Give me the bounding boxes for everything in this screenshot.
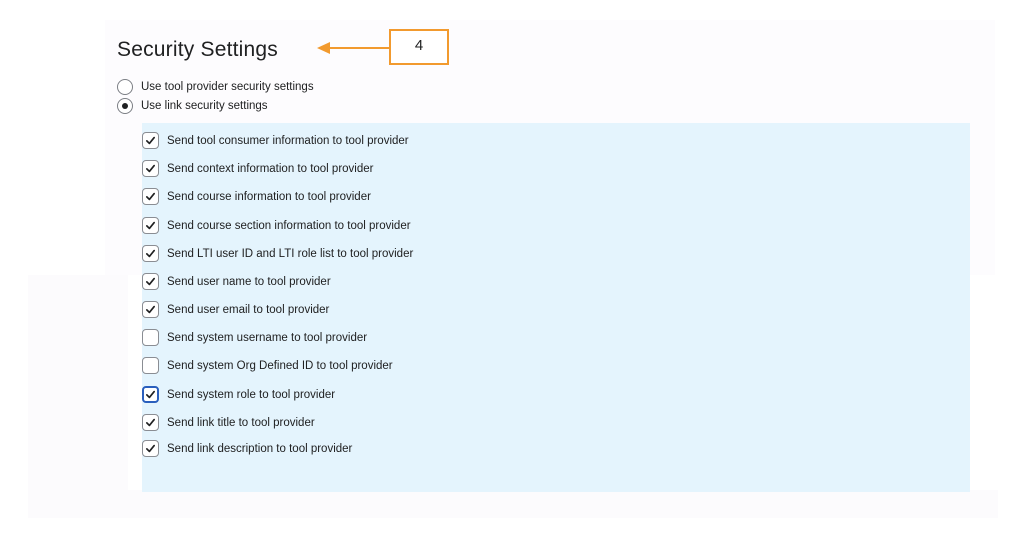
checkbox-option[interactable]	[142, 188, 371, 205]
checkbox-label: Send system username to tool provider	[167, 331, 368, 344]
checkmark-icon	[145, 389, 156, 400]
checkbox[interactable]	[142, 357, 159, 374]
checkbox[interactable]	[142, 329, 159, 346]
checkbox-label: Send tool consumer information to tool provider	[167, 134, 409, 147]
checkbox-option[interactable]	[142, 414, 315, 431]
checkbox-label: Send user email to tool provider	[167, 303, 330, 316]
checkbox[interactable]	[142, 217, 159, 234]
checkbox[interactable]	[142, 132, 159, 149]
checkbox-label: Send context information to tool provider	[167, 162, 374, 175]
background-panel	[28, 490, 998, 518]
checkbox[interactable]	[142, 386, 159, 403]
checkbox-option[interactable]	[142, 217, 411, 234]
checkbox-option[interactable]	[142, 273, 331, 290]
radio-label: Use tool provider security settings	[141, 81, 314, 93]
checkbox-option[interactable]	[142, 132, 409, 149]
checkbox-option[interactable]	[142, 357, 393, 374]
checkbox-label: Send course section information to tool provider	[167, 219, 411, 232]
checkbox-label: Send system role to tool provider	[167, 388, 336, 401]
checkbox-option[interactable]	[142, 160, 373, 177]
checkmark-icon	[145, 191, 156, 202]
radio-label: Use link security settings	[141, 100, 268, 112]
checkmark-icon	[145, 135, 156, 146]
checkbox-label: Send system Org Defined ID to tool provider	[167, 359, 393, 372]
radio-button[interactable]	[117, 98, 133, 114]
checkbox-option[interactable]	[142, 301, 329, 318]
checkbox-option[interactable]	[142, 329, 367, 346]
checkmark-icon	[145, 248, 156, 259]
checkmark-icon	[145, 220, 156, 231]
radio-button[interactable]	[117, 79, 133, 95]
checkmark-icon	[145, 304, 156, 315]
callout-number-box: 4	[389, 29, 449, 65]
checkbox-label: Send course information to tool provider	[167, 190, 371, 203]
checkbox[interactable]	[142, 160, 159, 177]
checkbox[interactable]	[142, 440, 159, 457]
radio-option-link-security[interactable]	[117, 98, 268, 114]
checkmark-icon	[145, 276, 156, 287]
checkbox[interactable]	[142, 273, 159, 290]
checkbox-label: Send link title to tool provider	[167, 416, 315, 429]
checkbox-option[interactable]	[142, 386, 335, 403]
checkbox[interactable]	[142, 301, 159, 318]
checkmark-icon	[145, 443, 156, 454]
checkbox-label: Send LTI user ID and LTI role list to tool provider	[167, 247, 414, 260]
checkbox-option[interactable]	[142, 440, 352, 457]
page-title: Security Settings	[117, 38, 278, 61]
background-panel	[28, 275, 128, 515]
checkbox[interactable]	[142, 245, 159, 262]
checkbox[interactable]	[142, 188, 159, 205]
radio-option-tool-provider-security[interactable]	[117, 79, 314, 95]
checkbox-option[interactable]	[142, 245, 413, 262]
checkbox-label: Send user name to tool provider	[167, 275, 331, 288]
callout-arrow-line	[328, 47, 390, 49]
checkmark-icon	[145, 417, 156, 428]
checkbox[interactable]	[142, 414, 159, 431]
checkbox-label: Send link description to tool provider	[167, 442, 353, 455]
checkmark-icon	[145, 163, 156, 174]
